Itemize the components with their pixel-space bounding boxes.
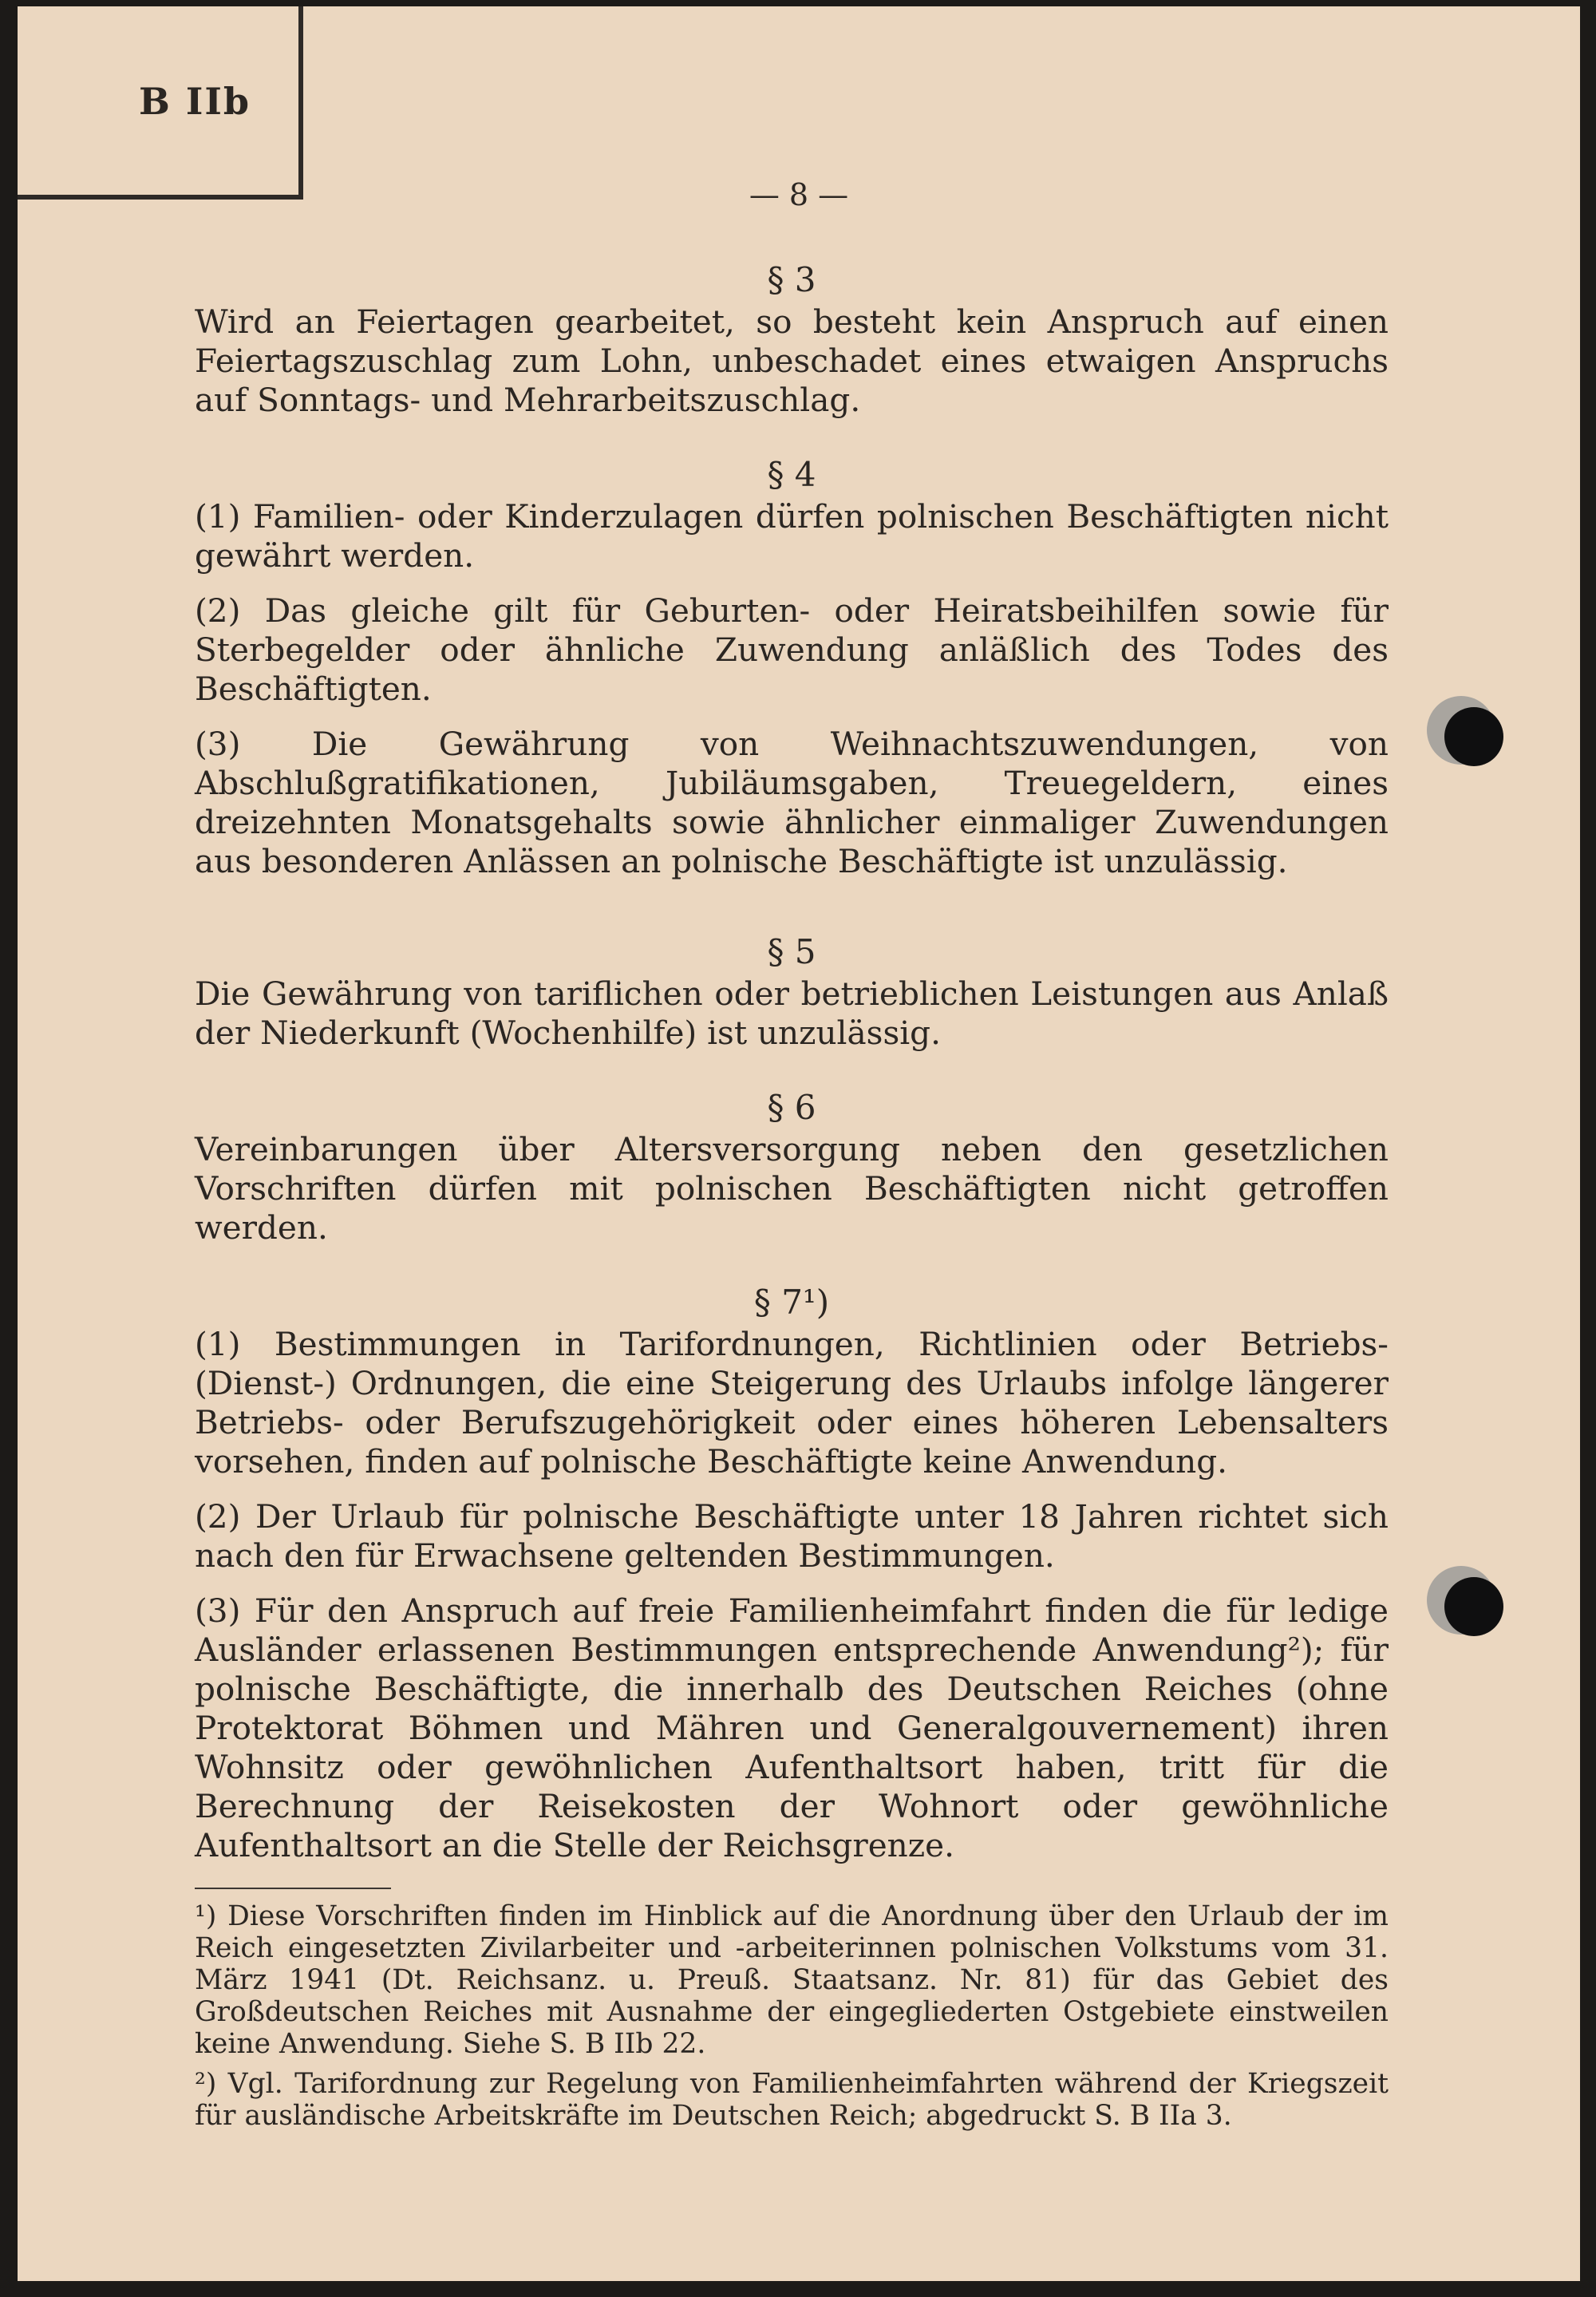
section-heading-3: § 3 bbox=[767, 260, 816, 299]
section-label-box bbox=[18, 6, 303, 200]
document-body bbox=[195, 260, 1389, 2140]
paragraph: (1) Familien- oder Kinderzulagen dürfen polnischen Beschäftigten nicht gewährt werden. bbox=[195, 497, 1389, 575]
paragraph: (3) Für den Anspruch auf freie Familienheimfahrt finden die für ledige Ausländer erlassenen Bestimmungen entsprechende Anwendung²); für polnische Beschäftigte, die innerhalb des Deutschen Reiches (ohne Protektorat Böhmen und Mähren und Generalgouvernement) ihren Wohnsitz oder gewöhnlichen Aufenthaltsort haben, tritt für die Berechnung der Reisekosten der Wohnort oder gewöhnliche Aufenthaltsort an die Stelle der Reichsgrenze. bbox=[195, 1591, 1389, 1864]
paragraph: (2) Der Urlaub für polnische Beschäftigte unter 18 Jahren richtet sich nach den für Erwachsene geltenden Bestimmungen. bbox=[195, 1497, 1389, 1575]
section-heading-5: § 5 bbox=[767, 932, 816, 971]
section-label: B IIb bbox=[139, 80, 251, 123]
paragraph: Die Gewährung von tariflichen oder betrieblichen Leistungen aus Anlaß der Niederkunft (Wochenhilfe) ist unzulässig. bbox=[195, 975, 1389, 1052]
footnote-2: ²) Vgl. Tarifordnung zur Regelung von Familienheimfahrten während der Kriegszeit für ausländische Arbeitskräfte im Deutschen Reich; abgedruckt S. B IIa 3. bbox=[195, 2068, 1389, 2132]
paragraph: Vereinbarungen über Altersversorgung neben den gesetzlichen Vorschriften dürfen mit polnischen Beschäftigten nicht getroffen werden. bbox=[195, 1130, 1389, 1247]
punch-hole-bottom bbox=[1444, 1577, 1503, 1636]
section-heading-6: § 6 bbox=[767, 1088, 816, 1127]
paragraph: (1) Bestimmungen in Tarifordnungen, Richtlinien oder Betriebs- (Dienst-) Ordnungen, die eine Steigerung des Urlaubs infolge längerer Betriebs- oder Berufszugehörigkeit oder eines höheren Lebensalters vorsehen, finden auf polnische Beschäftigte keine Anwendung. bbox=[195, 1325, 1389, 1481]
footnote-1: ¹) Diese Vorschriften finden im Hinblick auf die Anordnung über den Urlaub der im Reich eingesetzten Zivilarbeiter und -arbeiterinnen polnischen Volkstums vom 31. März 1941 (Dt. Reichsanz. u. Preuß. Staatsanz. Nr. 81) für das Gebiet des Großdeutschen Reiches mit Ausnahme der eingegliederten Ostgebiete einstweilen keine Anwendung. Siehe S. B IIb 22. bbox=[195, 1900, 1389, 2060]
paragraph: Wird an Feiertagen gearbeitet, so besteht kein Anspruch auf einen Feiertagszuschlag zum Lohn, unbeschadet eines etwaigen Anspruchs auf Sonntags- und Mehrarbeitszuschlag. bbox=[195, 302, 1389, 419]
punch-hole-top bbox=[1444, 707, 1503, 766]
document-page bbox=[18, 6, 1580, 2281]
section-heading-4: § 4 bbox=[767, 455, 816, 494]
paragraph: (2) Das gleiche gilt für Geburten- oder Heiratsbeihilfen sowie für Sterbegelder oder ähnliche Zuwendung anläßlich des Todes des Beschäftigten. bbox=[195, 591, 1389, 708]
footnote-divider bbox=[195, 1888, 391, 1889]
paragraph: (3) Die Gewährung von Weihnachtszuwendungen, von Abschlußgratifikationen, Jubiläumsgaben, Treuegeldern, eines dreizehnten Monatsgehalts sowie ähnlicher einmaliger Zuwendungen aus besonderen Anlässen an polnische Beschäftigte ist unzulässig. bbox=[195, 725, 1389, 880]
section-heading-7: § 7¹) bbox=[753, 1283, 830, 1322]
page-number: — 8 — bbox=[749, 177, 849, 212]
